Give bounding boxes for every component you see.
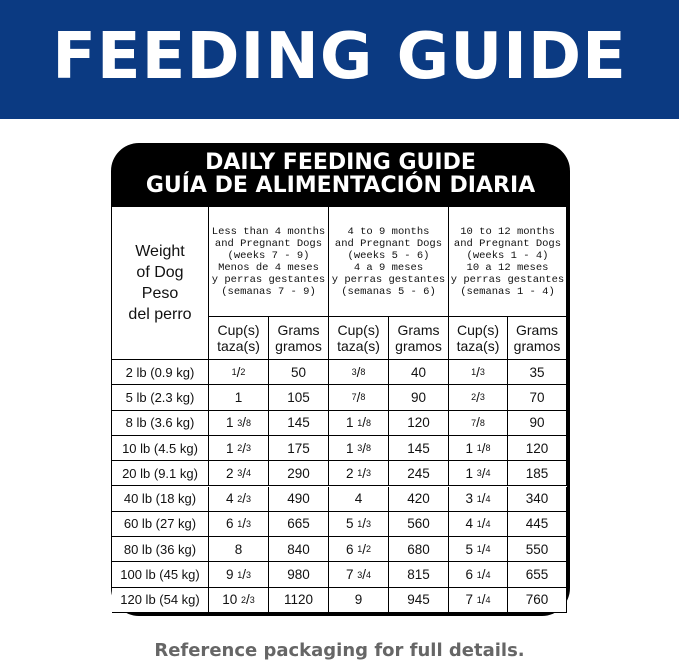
- weight-header-line: of Dog: [136, 264, 184, 281]
- grams-cell: 445: [508, 512, 567, 537]
- grams-cell: 1120: [269, 588, 329, 613]
- cups-cell: 6 1 / 3: [209, 512, 269, 537]
- grams-cell: 340: [508, 487, 567, 512]
- weight-cell: 5 lb (2.3 kg): [112, 385, 209, 410]
- cups-cell: 7 3 / 4: [329, 562, 389, 587]
- grams-cell: 490: [269, 487, 329, 512]
- cups-header: [449, 317, 508, 360]
- age-group-line: and Pregnant Dogs: [334, 237, 443, 250]
- grams-cell: 840: [269, 537, 329, 562]
- age-group-line: Menos de 4 meses: [218, 261, 319, 274]
- weight-cell: 40 lb (18 kg): [112, 487, 209, 512]
- grams-cell: 945: [389, 588, 449, 613]
- grams-cell: 290: [269, 461, 329, 486]
- grams-cell: 815: [389, 562, 449, 587]
- age-group-header: [209, 207, 329, 317]
- age-group-line: y perras gestantes: [211, 273, 326, 286]
- weight-cell: 20 lb (9.1 kg): [112, 461, 209, 486]
- age-group-line: (semanas 5 - 6): [341, 285, 436, 298]
- grams-cell: 655: [508, 562, 567, 587]
- cups-cell: 9 1 / 3: [209, 562, 269, 587]
- grams-header: [269, 317, 329, 360]
- age-group-line: and Pregnant Dogs: [453, 237, 562, 250]
- grams-cell: 175: [269, 436, 329, 461]
- grams-cell: 145: [269, 411, 329, 436]
- unit-header-line: Grams: [516, 322, 558, 338]
- cups-cell: 7 1 / 4: [449, 588, 508, 613]
- grams-cell: 120: [508, 436, 567, 461]
- grams-cell: 90: [508, 411, 567, 436]
- unit-header-line: gramos: [395, 338, 442, 354]
- cups-cell: 6 1 / 4: [449, 562, 508, 587]
- age-group-line: 4 to 9 months: [347, 225, 430, 238]
- age-group-line: Less than 4 months: [211, 225, 326, 238]
- grams-cell: 185: [508, 461, 567, 486]
- grams-header: [389, 317, 449, 360]
- cups-cell: 3 / 8: [329, 360, 389, 385]
- cups-cell: 2 3 / 4: [209, 461, 269, 486]
- unit-header-line: gramos: [513, 338, 561, 354]
- weight-cell: 60 lb (27 kg): [112, 512, 209, 537]
- cups-cell: 7 / 8: [449, 411, 508, 436]
- cups-cell: 6 1 / 2: [329, 537, 389, 562]
- grams-cell: 420: [389, 487, 449, 512]
- grams-cell: 50: [269, 360, 329, 385]
- footer-note: Reference packaging for full details.: [154, 640, 525, 661]
- weight-cell: 80 lb (36 kg): [112, 537, 209, 562]
- grams-cell: 40: [389, 360, 449, 385]
- age-group-line: y perras gestantes: [331, 273, 446, 286]
- grams-header: [508, 317, 567, 360]
- card-header: [111, 143, 570, 206]
- banner-title: FEEDING GUIDE: [52, 19, 627, 94]
- cups-cell: 4 2 / 3: [209, 487, 269, 512]
- cups-cell: 1 3 / 8: [209, 411, 269, 436]
- weight-cell: 120 lb (54 kg): [112, 588, 209, 613]
- cups-cell: 4: [329, 487, 389, 512]
- grams-cell: 560: [389, 512, 449, 537]
- weight-cell: 10 lb (4.5 kg): [112, 436, 209, 461]
- unit-header-line: Cup(s): [456, 322, 499, 338]
- age-group-line: (semanas 7 - 9): [221, 285, 316, 298]
- weight-header-line: del perro: [128, 306, 192, 323]
- grams-cell: 760: [508, 588, 567, 613]
- age-group-line: (weeks 5 - 6): [347, 249, 430, 262]
- age-group-line: (weeks 1 - 4): [466, 249, 549, 262]
- grams-cell: 550: [508, 537, 567, 562]
- age-group-line: (weeks 7 - 9): [227, 249, 310, 262]
- grams-cell: 680: [389, 537, 449, 562]
- age-group-line: 10 to 12 months: [460, 225, 555, 238]
- cups-cell: 5 1 / 3: [329, 512, 389, 537]
- age-group-line: 4 a 9 meses: [353, 261, 424, 274]
- card-title-english: DAILY FEEDING GUIDE: [205, 150, 476, 175]
- cups-cell: 10 2 / 3: [209, 588, 269, 613]
- grams-cell: 245: [389, 461, 449, 486]
- grams-cell: 105: [269, 385, 329, 410]
- grams-cell: 120: [389, 411, 449, 436]
- cups-cell: 1 1 / 8: [449, 436, 508, 461]
- title-banner: [0, 0, 679, 119]
- weight-header-line: Peso: [141, 285, 179, 302]
- cups-header: [209, 317, 269, 360]
- weight-header: [112, 207, 209, 360]
- unit-header-line: taza(s): [456, 338, 500, 354]
- grams-cell: 90: [389, 385, 449, 410]
- unit-header-line: Grams: [277, 322, 320, 338]
- cups-cell: 5 1 / 4: [449, 537, 508, 562]
- age-group-line: and Pregnant Dogs: [214, 237, 323, 250]
- feeding-table: [112, 207, 567, 613]
- unit-header-line: Cup(s): [337, 322, 380, 338]
- cups-cell: 3 1 / 4: [449, 487, 508, 512]
- unit-header-line: taza(s): [337, 338, 380, 354]
- cups-cell: 1 3 / 4: [449, 461, 508, 486]
- weight-cell: 8 lb (3.6 kg): [112, 411, 209, 436]
- age-group-header: [329, 207, 449, 317]
- cups-cell: 1 / 3: [449, 360, 508, 385]
- unit-header-line: Cup(s): [217, 322, 260, 338]
- weight-header-line: Weight: [135, 243, 185, 260]
- weight-cell: 2 lb (0.9 kg): [112, 360, 209, 385]
- cups-cell: 2 / 3: [449, 385, 508, 410]
- cups-cell: 9: [329, 588, 389, 613]
- cups-cell: 2 1 / 3: [329, 461, 389, 486]
- age-group-line: 10 a 12 meses: [466, 261, 549, 274]
- cups-cell: 8: [209, 537, 269, 562]
- cups-cell: 1: [209, 385, 269, 410]
- age-group-line: (semanas 1 - 4): [460, 285, 555, 298]
- unit-header-line: gramos: [275, 338, 322, 354]
- grams-cell: 70: [508, 385, 567, 410]
- cups-cell: 1 2 / 3: [209, 436, 269, 461]
- grams-cell: 35: [508, 360, 567, 385]
- cups-cell: 1 / 2: [209, 360, 269, 385]
- unit-header-line: taza(s): [217, 338, 260, 354]
- cups-cell: 4 1 / 4: [449, 512, 508, 537]
- cups-header: [329, 317, 389, 360]
- cups-cell: 1 1 / 8: [329, 411, 389, 436]
- unit-header-line: Grams: [397, 322, 440, 338]
- grams-cell: 665: [269, 512, 329, 537]
- grams-cell: 145: [389, 436, 449, 461]
- cups-cell: 7 / 8: [329, 385, 389, 410]
- age-group-header: [449, 207, 567, 317]
- age-group-line: y perras gestantes: [450, 273, 565, 286]
- card-title-spanish: GUÍA DE ALIMENTACIÓN DIARIA: [145, 173, 536, 198]
- cups-cell: 1 3 / 8: [329, 436, 389, 461]
- weight-cell: 100 lb (45 kg): [112, 562, 209, 587]
- grams-cell: 980: [269, 562, 329, 587]
